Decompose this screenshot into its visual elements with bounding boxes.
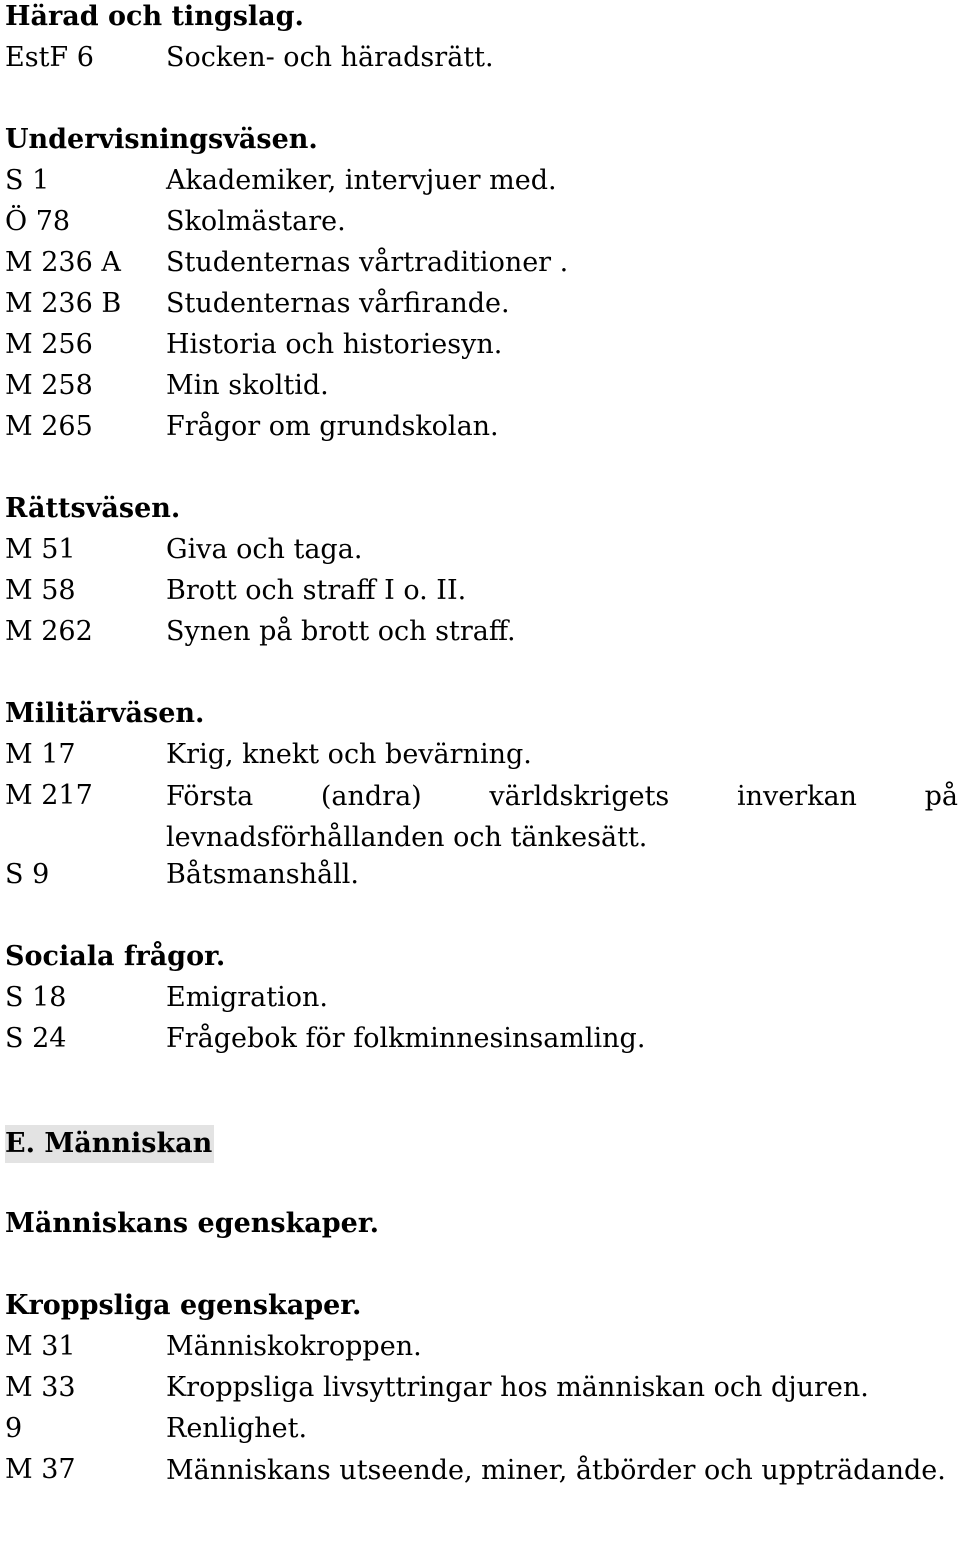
entry-title: Krig, knekt och bevärning. xyxy=(166,739,532,770)
section-title: E. Människan xyxy=(5,1125,214,1163)
entry-code: S 18 xyxy=(5,982,67,1013)
entry-code: S 1 xyxy=(5,165,50,196)
list-item xyxy=(5,1371,958,1412)
document-body xyxy=(5,0,958,1491)
entry-title: Första (andra) världskrigets inverkan på levnadsförhållanden och tänkesätt. xyxy=(166,781,958,853)
entry-title: Historia och historiesyn. xyxy=(166,329,503,360)
entry-title: Synen på brott och straff. xyxy=(166,616,516,647)
section-subheading: Människans egenskaper. xyxy=(5,1208,380,1239)
entry-code: M 265 xyxy=(5,411,93,442)
entry-title: Giva och taga. xyxy=(166,534,363,565)
list-item xyxy=(5,574,958,615)
entry-code: EstF 6 xyxy=(5,42,94,73)
entry-title: Frågor om grundskolan. xyxy=(166,411,499,442)
group-heading: Sociala frågor. xyxy=(5,941,226,972)
entry-title: Akademiker, intervjuer med. xyxy=(166,165,557,196)
entry-code: M 262 xyxy=(5,616,93,647)
entry-code: M 51 xyxy=(5,534,76,565)
list-item xyxy=(5,981,958,1022)
entry-title: Studenternas vårfirande. xyxy=(166,288,510,319)
section-title-row xyxy=(5,1125,958,1166)
entry-title: Min skoltid. xyxy=(166,370,329,401)
entry-code: M 33 xyxy=(5,1372,76,1403)
list-item xyxy=(5,1330,958,1371)
list-item xyxy=(5,205,958,246)
entry-code: M 236 B xyxy=(5,288,122,319)
entry-title: Studenternas vårtraditioner . xyxy=(166,247,569,278)
list-item xyxy=(5,164,958,205)
entry-title: Emigration. xyxy=(166,982,328,1013)
entry-title: Brott och straff I o. II. xyxy=(166,575,467,606)
group-heading: Kroppsliga egenskaper. xyxy=(5,1290,362,1321)
list-item xyxy=(5,246,958,287)
entry-code: Ö 78 xyxy=(5,206,71,237)
list-item xyxy=(5,858,958,899)
list-item xyxy=(5,779,958,858)
list-item xyxy=(5,1453,958,1491)
entry-title: Människokroppen. xyxy=(166,1331,422,1362)
entry-code: M 37 xyxy=(5,1454,76,1485)
entry-code: M 236 A xyxy=(5,247,121,278)
entry-title: Människans utseende, miner, åtbörder och uppträdande. xyxy=(166,1455,946,1486)
entry-code: S 24 xyxy=(5,1023,67,1054)
entry-code: M 58 xyxy=(5,575,76,606)
list-item xyxy=(5,41,958,82)
entry-code: M 256 xyxy=(5,329,93,360)
list-item xyxy=(5,533,958,574)
entry-code: S 9 xyxy=(5,859,50,890)
entry-code: M 17 xyxy=(5,739,76,770)
entry-title: Frågebok för folkminnesinsamling. xyxy=(166,1023,646,1054)
list-item xyxy=(5,615,958,656)
list-item xyxy=(5,1022,958,1063)
entry-code: M 258 xyxy=(5,370,93,401)
list-item xyxy=(5,410,958,451)
entry-title: Socken- och häradsrätt. xyxy=(166,42,494,73)
group-heading: Rättsväsen. xyxy=(5,493,181,524)
list-item xyxy=(5,369,958,410)
group-heading: Undervisningsväsen. xyxy=(5,124,318,155)
list-item xyxy=(5,1412,958,1453)
entry-code: M 217 xyxy=(5,780,93,811)
group-heading: Härad och tingslag. xyxy=(5,1,304,32)
entry-title: Båtsmanshåll. xyxy=(166,859,359,890)
entry-code: 9 xyxy=(5,1413,23,1444)
list-item xyxy=(5,738,958,779)
entry-title: Skolmästare. xyxy=(166,206,346,237)
entry-title: Kroppsliga livsyttringar hos människan och djuren. xyxy=(166,1372,869,1403)
list-item xyxy=(5,328,958,369)
entry-title: Renlighet. xyxy=(166,1413,308,1444)
entry-code: M 31 xyxy=(5,1331,76,1362)
group-heading: Militärväsen. xyxy=(5,698,205,729)
list-item xyxy=(5,287,958,328)
